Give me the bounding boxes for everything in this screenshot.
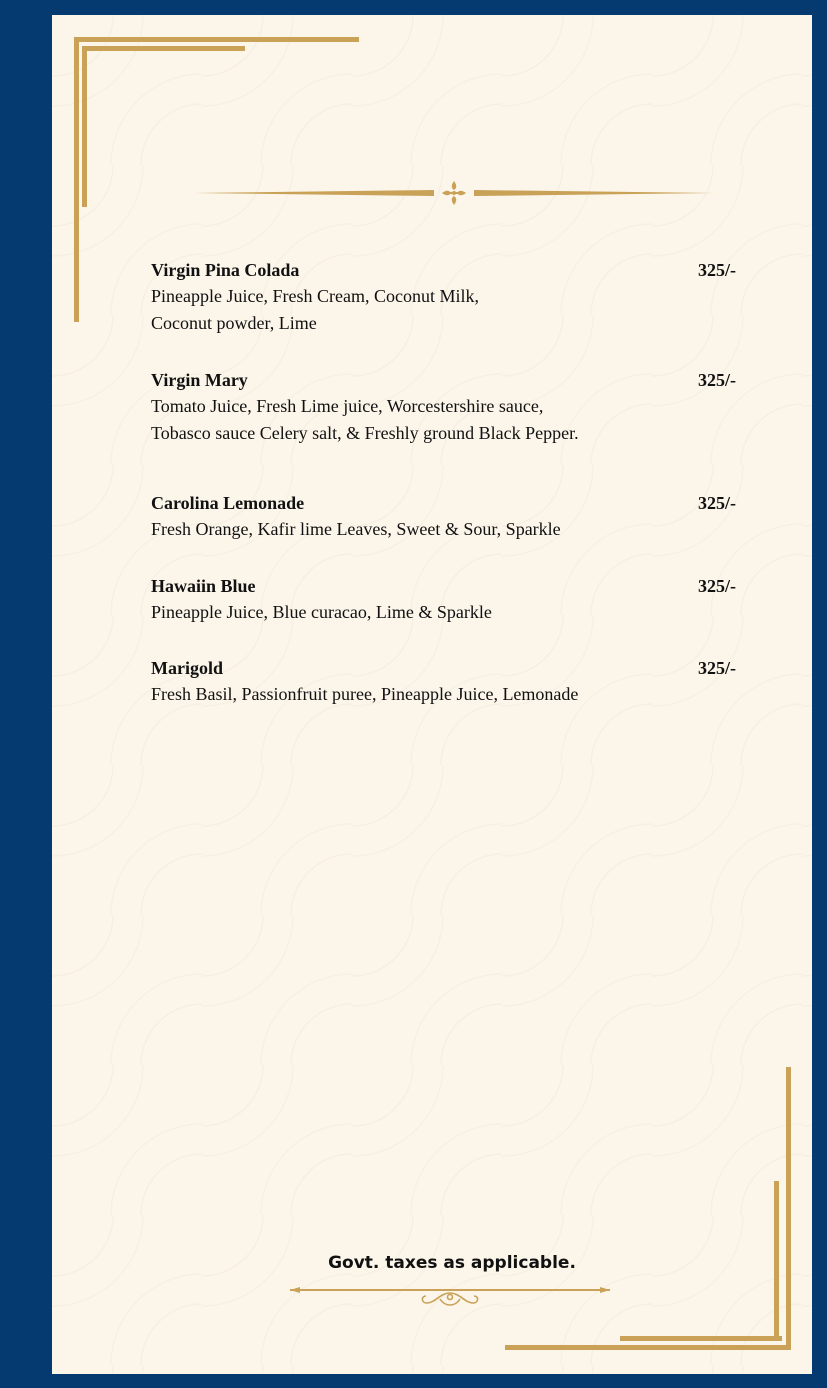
item-description-line: Pineapple Juice, Fresh Cream, Coconut Milk, [151, 286, 479, 306]
item-description-line: Fresh Basil, Passionfruit puree, Pineapple Juice, Lemonade [151, 684, 579, 704]
item-price: 325/- [698, 260, 736, 280]
item-description-line: Tomato Juice, Fresh Lime juice, Worcestershire sauce, [151, 396, 544, 416]
taxes-note: Govt. taxes as applicable. [328, 1253, 576, 1273]
corner-frame-bottom-right-outer-h [505, 1345, 791, 1350]
item-name: Carolina Lemonade [151, 493, 305, 513]
item-price: 325/- [698, 493, 736, 513]
menu-item [151, 655, 751, 708]
corner-frame-bottom-right-inner-h [620, 1336, 782, 1341]
corner-frame-top-left-inner-h [82, 46, 245, 51]
item-price: 325/- [698, 576, 736, 596]
corner-frame-top-left-inner-v [82, 46, 87, 207]
item-description-line: Pineapple Juice, Blue curacao, Lime & Sparkle [151, 602, 492, 622]
item-description-line: Coconut powder, Lime [151, 313, 317, 333]
item-description-line: Fresh Orange, Kafir lime Leaves, Sweet & Sour, Sparkle [151, 519, 561, 539]
item-name: Hawaiin Blue [151, 576, 256, 596]
item-name: Virgin Mary [151, 370, 248, 390]
menu-item [151, 573, 751, 626]
menu-item [151, 490, 751, 543]
corner-frame-top-left-outer-h [74, 37, 359, 42]
corner-frame-bottom-right-outer-v [786, 1067, 791, 1350]
item-price: 325/- [698, 370, 736, 390]
item-description-line: Tobasco sauce Celery salt, & Freshly ground Black Pepper. [151, 423, 579, 443]
corner-frame-top-left-outer-v [74, 37, 79, 322]
fleur-ornament-icon [194, 179, 714, 207]
item-price: 325/- [698, 658, 736, 678]
menu-item [151, 367, 751, 447]
menu-page [52, 15, 812, 1374]
menu-item [151, 257, 751, 337]
scroll-flourish-icon [290, 1285, 610, 1315]
item-name: Marigold [151, 658, 223, 678]
item-name: Virgin Pina Colada [151, 260, 300, 280]
